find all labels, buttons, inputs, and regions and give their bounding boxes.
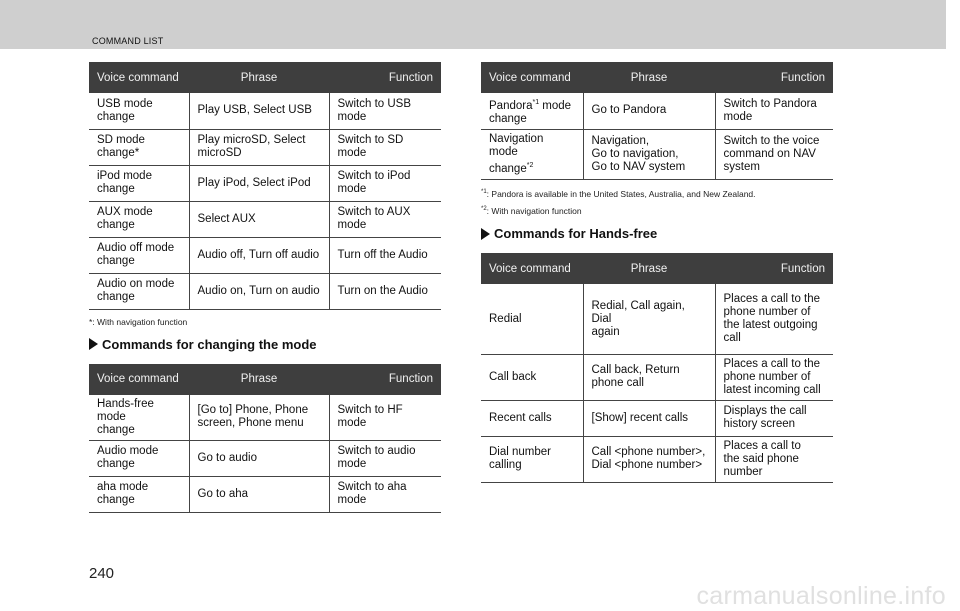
voice-command-cell: AUX mode change <box>89 201 189 237</box>
voice-command-cell: Audio mode change <box>89 440 189 476</box>
page-header <box>0 0 946 49</box>
phrase-cell: Audio off, Turn off audio <box>189 237 329 273</box>
changing-mode-command-table <box>89 364 441 513</box>
function-cell: Displays the call history screen <box>715 400 833 436</box>
table-row <box>89 237 441 273</box>
header-function: Function <box>715 253 833 284</box>
function-cell: Switch to Pandora mode <box>715 93 833 129</box>
header-function: Function <box>329 364 441 395</box>
phrase-cell: Redial, Call again, Dial again <box>583 284 715 354</box>
header-voice-command: Voice command <box>481 253 583 284</box>
footnote-navigation <box>481 203 833 217</box>
table-header-row <box>89 364 441 395</box>
right-column <box>481 62 833 483</box>
triangle-bullet-icon <box>481 228 490 240</box>
phrase-cell: [Go to] Phone, Phone screen, Phone menu <box>189 395 329 441</box>
table-row <box>89 93 441 129</box>
triangle-bullet-icon <box>89 338 98 350</box>
voice-command-cell: Call back <box>481 354 583 400</box>
voice-command-cell: Audio on mode change <box>89 273 189 309</box>
function-cell: Switch to USB mode <box>329 93 441 129</box>
voice-command-cell: Audio off mode change <box>89 237 189 273</box>
header-function: Function <box>715 62 833 93</box>
header-voice-command: Voice command <box>89 62 189 93</box>
table-header-row <box>481 253 833 284</box>
phrase-cell: Play microSD, Select microSD <box>189 129 329 165</box>
table-row <box>481 93 833 129</box>
phrase-cell: Go to Pandora <box>583 93 715 129</box>
phrase-cell: Audio on, Turn on audio <box>189 273 329 309</box>
function-cell: Switch to the voice command on NAV system <box>715 129 833 179</box>
table-header-row <box>89 62 441 93</box>
section-title-changing-mode <box>89 337 441 352</box>
section-title-text: Commands for changing the mode <box>102 336 317 352</box>
phrase-cell: Play USB, Select USB <box>189 93 329 129</box>
pandora-navigation-command-table <box>481 62 833 180</box>
footnote-mark: *1 <box>481 188 487 195</box>
function-cell: Places a call to the phone number of the latest outgoing call <box>715 284 833 354</box>
phrase-cell: Call back, Return phone call <box>583 354 715 400</box>
footnote-text: : Pandora is available in the United States, Australia, and New Zealand. <box>486 188 756 199</box>
function-cell: Switch to SD mode <box>329 129 441 165</box>
table-row <box>481 129 833 179</box>
phrase-cell: Navigation, Go to navigation, Go to NAV system <box>583 129 715 179</box>
hands-free-command-table <box>481 253 833 483</box>
header-phrase: Phrase <box>583 62 715 93</box>
phrase-cell: Go to audio <box>189 440 329 476</box>
voice-command-text: Pandora <box>489 99 533 112</box>
header-phrase: Phrase <box>583 253 715 284</box>
function-cell: Switch to iPod mode <box>329 165 441 201</box>
voice-command-cell: iPod mode change <box>89 165 189 201</box>
table-row <box>481 284 833 354</box>
table-row <box>481 400 833 436</box>
footnote-text: : With navigation function <box>486 206 582 217</box>
phrase-cell: Call <phone number>, Dial <phone number> <box>583 436 715 482</box>
function-cell: Turn on the Audio <box>329 273 441 309</box>
voice-command-cell: Recent calls <box>481 400 583 436</box>
voice-command-cell: aha mode change <box>89 476 189 512</box>
phrase-cell: [Show] recent calls <box>583 400 715 436</box>
function-cell: Switch to audio mode <box>329 440 441 476</box>
phrase-cell: Go to aha <box>189 476 329 512</box>
media-mode-command-table <box>89 62 441 310</box>
table-row <box>89 273 441 309</box>
header-phrase: Phrase <box>189 62 329 93</box>
table-row <box>89 395 441 441</box>
table-row <box>481 354 833 400</box>
footnote-pandora <box>481 186 833 200</box>
header-voice-command: Voice command <box>89 364 189 395</box>
voice-command-cell: Dial number calling <box>481 436 583 482</box>
phrase-cell: Play iPod, Select iPod <box>189 165 329 201</box>
voice-command-cell <box>481 93 583 129</box>
left-column <box>89 62 441 513</box>
header-function: Function <box>329 62 441 93</box>
voice-command-cell: Hands-free mode change <box>89 395 189 441</box>
function-cell: Places a call to the phone number of latest incoming call <box>715 354 833 400</box>
function-cell: Turn off the Audio <box>329 237 441 273</box>
watermark: carmanualsonline.info <box>696 582 946 610</box>
voice-command-text: Navigation mode change <box>489 132 544 175</box>
voice-command-text-rest: mode change <box>489 99 572 125</box>
page-number: 240 <box>89 565 115 582</box>
function-cell: Switch to AUX mode <box>329 201 441 237</box>
section-title-hands-free <box>481 226 833 241</box>
header-phrase: Phrase <box>189 364 329 395</box>
section-title-text: Commands for Hands-free <box>494 226 658 242</box>
table-row <box>89 165 441 201</box>
table-row <box>89 440 441 476</box>
voice-command-cell: SD mode change* <box>89 129 189 165</box>
footnote-ref: *1 <box>532 99 540 106</box>
header-voice-command: Voice command <box>481 62 583 93</box>
header-title: COMMAND LIST <box>92 36 164 46</box>
table-row <box>89 476 441 512</box>
voice-command-cell: Redial <box>481 284 583 354</box>
footnote-mark: *2 <box>481 206 487 213</box>
table-row <box>89 201 441 237</box>
table-row <box>481 436 833 482</box>
table-row <box>89 129 441 165</box>
phrase-cell: Select AUX <box>189 201 329 237</box>
table-header-row <box>481 62 833 93</box>
voice-command-cell <box>481 129 583 179</box>
function-cell: Switch to aha mode <box>329 476 441 512</box>
voice-command-cell: USB mode change <box>89 93 189 129</box>
function-cell: Switch to HF mode <box>329 395 441 441</box>
function-cell: Places a call to the said phone number <box>715 436 833 482</box>
footnote-ref: *2 <box>526 161 534 169</box>
footnote-navigation: *: With navigation function <box>89 316 188 327</box>
